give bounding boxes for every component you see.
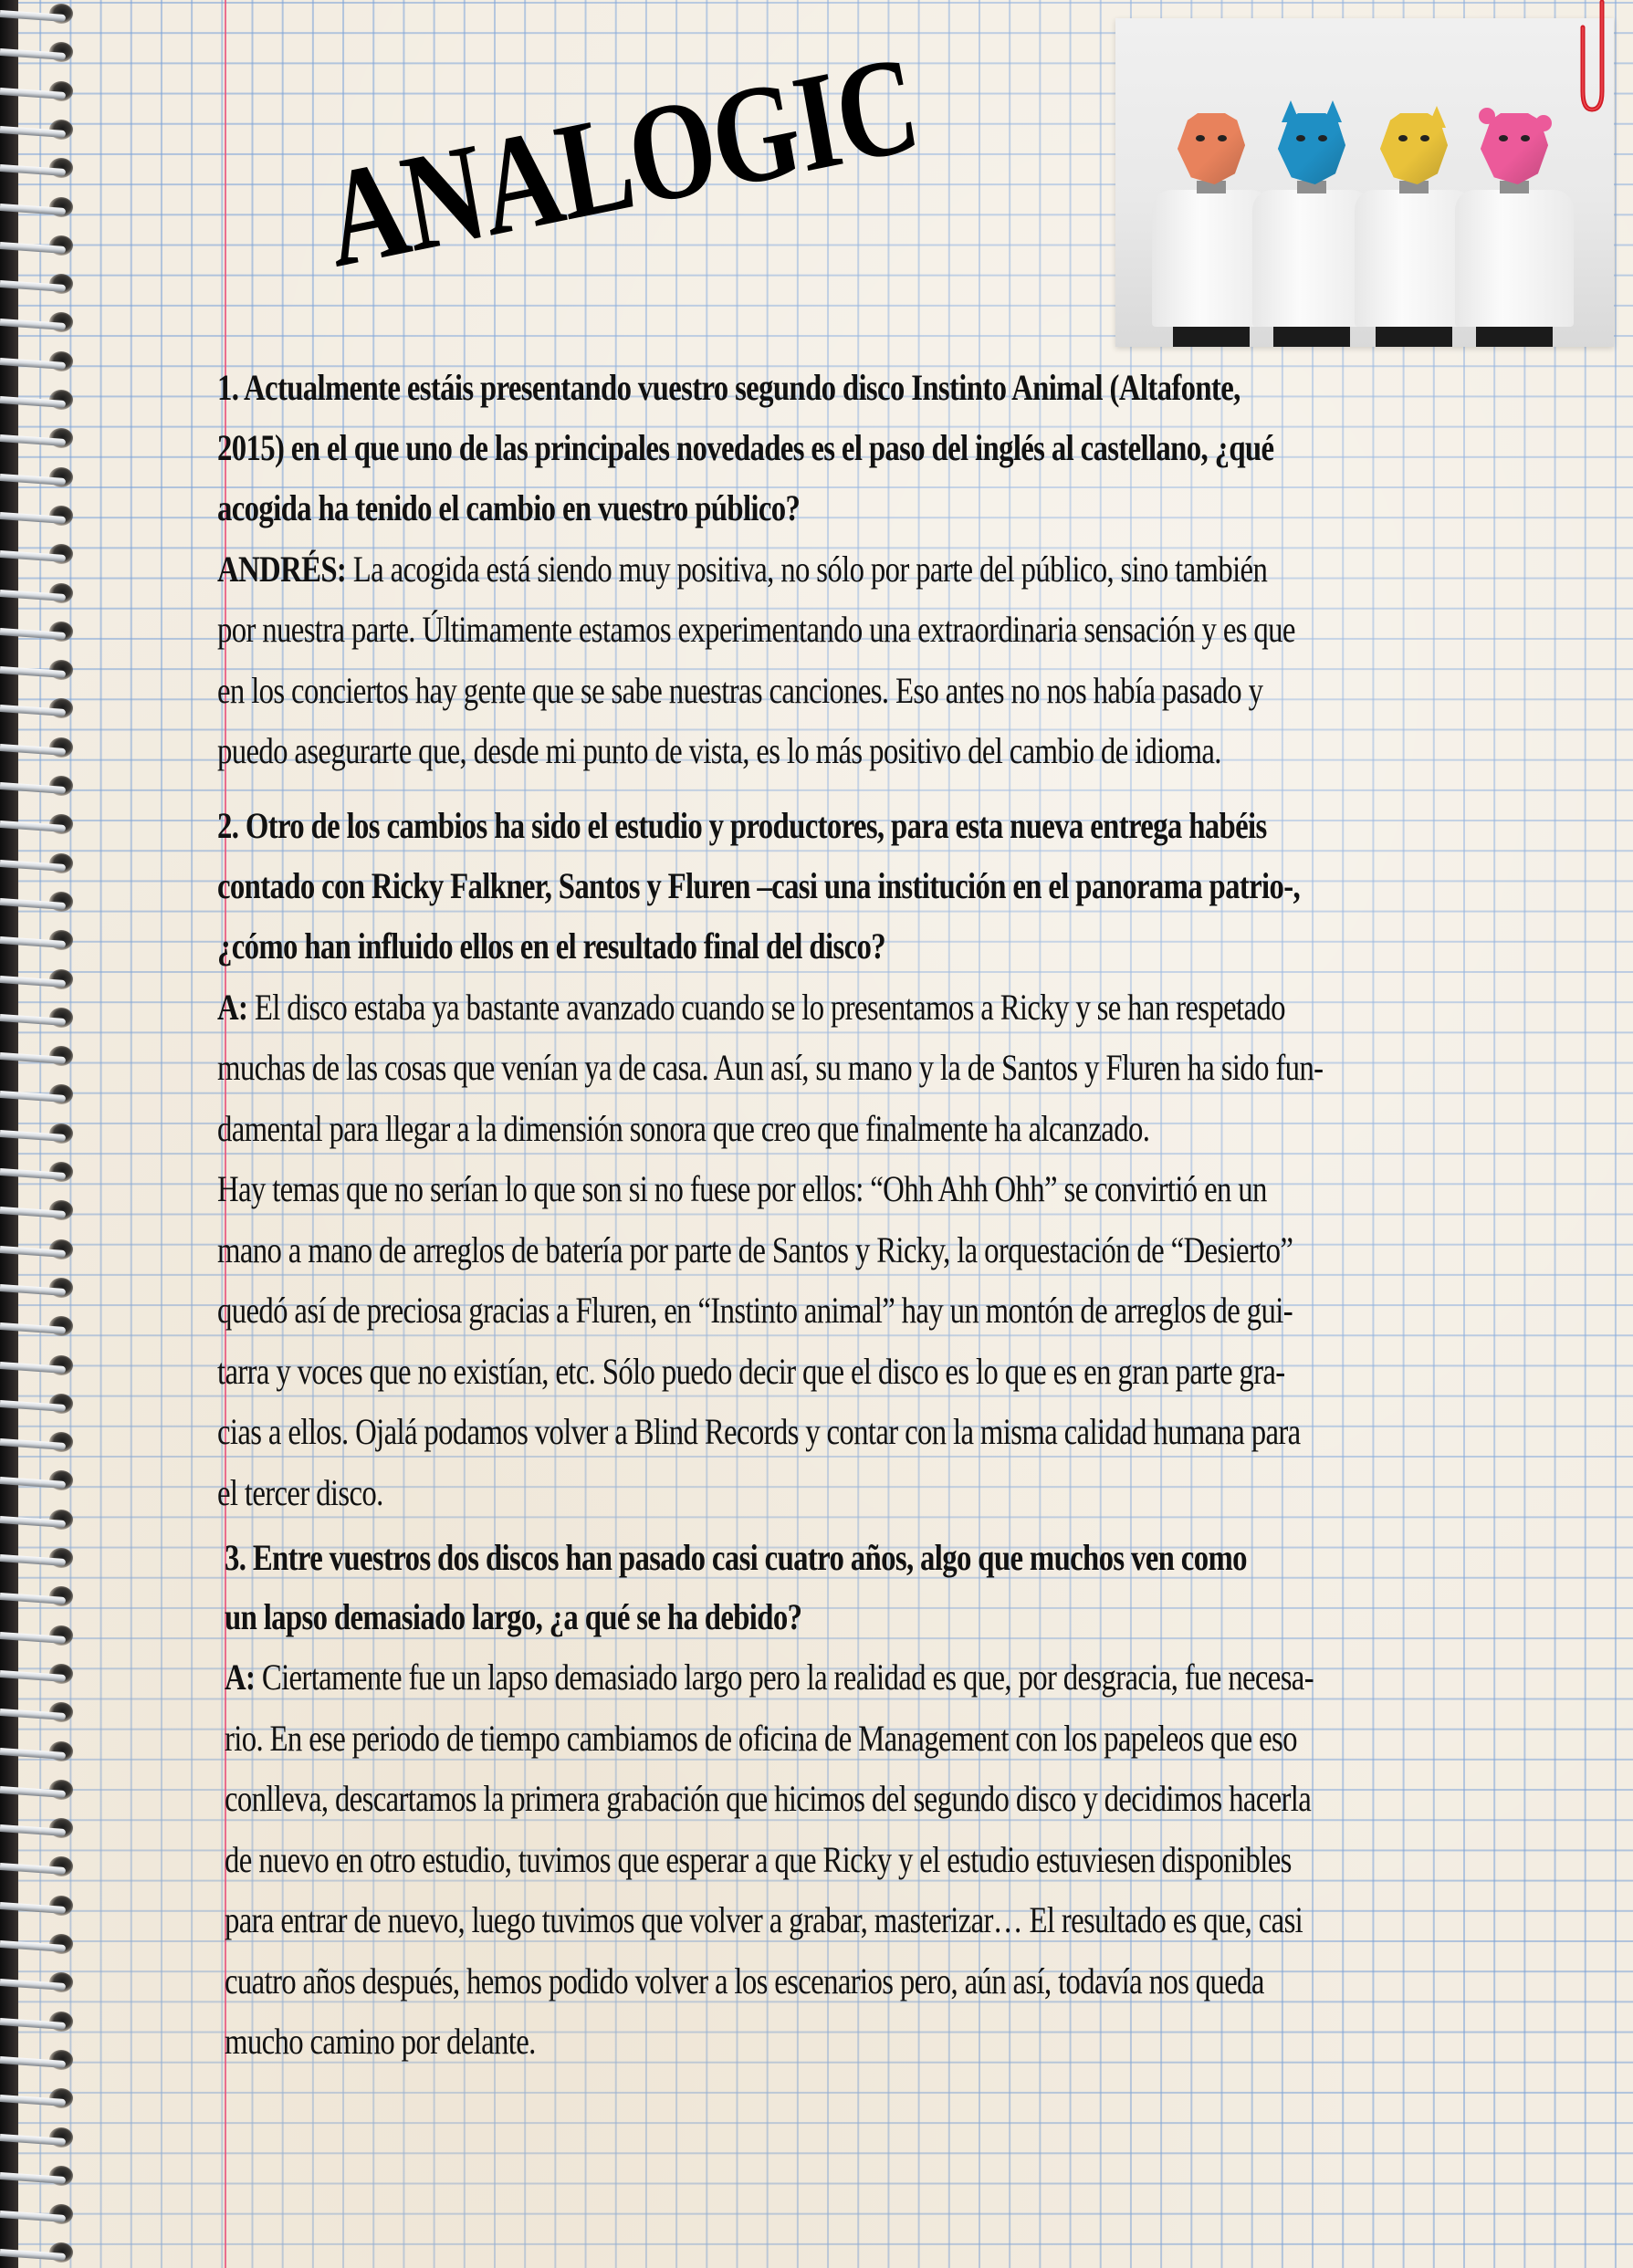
spiral-ring	[0, 1588, 75, 1606]
spiral-ring	[0, 1125, 75, 1144]
question-1-line: 1. Actualmente estáis presentando vuestro segundo disco Instinto Animal (Altafonte,	[217, 367, 1240, 408]
answer-1-text: La acogida está siendo muy positiva, no sólo por parte del público, sino también	[346, 549, 1268, 590]
spiral-ring	[0, 2244, 75, 2263]
spiral-ring	[0, 2013, 75, 2032]
answer-3-line: de nuevo en otro estudio, tuvimos que esperar a que Ricky y el estudio estuviesen disponibles	[225, 1839, 1292, 1880]
spiral-ring	[0, 1666, 75, 1684]
answer-2-line: Hay temas que no serían lo que son si no fuese por ellos: “Ohh Ahh Ohh” se convirtió en un	[217, 1168, 1267, 1209]
torso	[1455, 190, 1574, 327]
question-1-line: 2015) en el que uno de las principales novedades es el paso del inglés al castellano, ¿qué	[217, 427, 1274, 468]
spiral-ring	[0, 353, 75, 371]
spiral-ring	[0, 932, 75, 950]
answer-3-text: Ciertamente fue un lapso demasiado largo pero la realidad es que, por desgracia, fue necesa-	[255, 1657, 1314, 1698]
spiral-ring	[0, 1472, 75, 1490]
spiral-ring	[0, 971, 75, 989]
spiral-ring	[0, 314, 75, 332]
answer-2-line: el tercer disco.	[217, 1472, 383, 1513]
spiral-ring	[0, 2052, 75, 2070]
band-member-bear	[1455, 73, 1574, 347]
spiral-ring	[0, 1936, 75, 1954]
answer-3-line: rio. En ese periodo de tiempo cambiamos de oficina de Management con los papeleos que eso	[225, 1718, 1297, 1759]
spiral-ring	[0, 83, 75, 101]
question-2-line: ¿cómo han influido ellos en el resultado final del disco?	[217, 925, 885, 967]
answer-3-line: cuatro años después, hemos podido volver a los escenarios pero, aún así, todavía nos queda	[225, 1960, 1264, 2001]
answer-3-line: conlleva, descartamos la primera grabación que hicimos del segundo disco y decidimos hacerla	[225, 1778, 1312, 1819]
question-3-line: un lapso demasiado largo, ¿a qué se ha debido?	[225, 1596, 802, 1637]
spiral-ring	[0, 1357, 75, 1375]
spiral-ring	[0, 1434, 75, 1452]
speaker-label: A:	[217, 987, 248, 1028]
spiral-ring	[0, 1280, 75, 1298]
answer-3-line: mucho camino por delante.	[225, 2021, 536, 2062]
spiral-ring	[0, 160, 75, 178]
answer-1-line: por nuestra parte. Últimamente estamos experimentando una extraordinaria sensación y es que	[217, 609, 1295, 650]
question-2-line: contado con Ricky Falkner, Santos y Fluren –casi una institución en el panorama patrio-,	[217, 865, 1301, 906]
page-title: ANALOGIC	[314, 26, 928, 297]
spiral-ring	[0, 2206, 75, 2224]
spiral-ring	[0, 237, 75, 256]
answer-2-text: El disco estaba ya bastante avanzado cuando se lo presentamos a Ricky y se han respetado	[247, 987, 1285, 1028]
spiral-binding	[0, 0, 82, 2268]
legs	[1376, 325, 1451, 347]
spiral-ring	[0, 1086, 75, 1104]
spiral-ring	[0, 855, 75, 873]
spiral-ring	[0, 778, 75, 796]
answer-2-line: damental para llegar a la dimensión sonora que creo que finalmente ha alcanzado.	[217, 1108, 1150, 1149]
spiral-ring	[0, 623, 75, 642]
spiral-ring	[0, 816, 75, 834]
spiral-ring	[0, 276, 75, 294]
legs	[1173, 325, 1249, 347]
spiral-ring	[0, 662, 75, 680]
legs	[1476, 325, 1552, 347]
band-member-fox	[1252, 73, 1371, 347]
answer-3-line	[225, 1659, 1314, 1696]
spiral-ring	[0, 2129, 75, 2148]
speaker-label: ANDRÉS:	[217, 549, 347, 590]
spiral-ring	[0, 1511, 75, 1530]
spiral-ring	[0, 1897, 75, 1916]
question-2-line: 2. Otro de los cambios ha sido el estudio y productores, para esta nueva entrega habéis	[217, 805, 1267, 846]
bear-mask-icon	[1481, 113, 1548, 184]
spiral-ring	[0, 1395, 75, 1414]
spiral-ring	[0, 739, 75, 758]
band-photo	[1115, 18, 1614, 347]
spiral-ring	[0, 1627, 75, 1646]
answer-2-line: mano a mano de arreglos de batería por parte de Santos y Ricky, la orquestación de “Desierto”	[217, 1229, 1293, 1270]
spiral-ring	[0, 392, 75, 410]
spiral-ring	[0, 1009, 75, 1028]
spiral-ring	[0, 507, 75, 526]
spiral-ring	[0, 2168, 75, 2186]
answer-2-line: cias a ellos. Ojalá podamos volver a Blind Records y contar con la misma calidad humana para	[217, 1411, 1301, 1452]
answer-1-line: en los conciertos hay gente que se sabe nuestras canciones. Eso antes no nos había pasado y	[217, 670, 1263, 711]
question-3-line: 3. Entre vuestros dos discos han pasado casi cuatro años, algo que muchos ven como	[225, 1537, 1247, 1578]
spiral-ring	[0, 121, 75, 140]
spiral-ring	[0, 1550, 75, 1568]
answer-2-line: muchas de las cosas que venían ya de casa. Aun así, su mano y la de Santos y Fluren ha sido fun-	[217, 1047, 1324, 1088]
spiral-ring	[0, 1202, 75, 1220]
owl-mask-icon	[1380, 113, 1448, 184]
spiral-ring	[0, 546, 75, 564]
spiral-ring	[0, 585, 75, 603]
spiral-ring	[0, 1318, 75, 1336]
spiral-ring	[0, 1858, 75, 1876]
spiral-ring	[0, 1164, 75, 1182]
speaker-label: A:	[225, 1657, 256, 1698]
spiral-ring	[0, 430, 75, 448]
fox-mask-icon	[1278, 113, 1345, 184]
spiral-ring	[0, 44, 75, 62]
spiral-ring	[0, 469, 75, 487]
torso	[1252, 190, 1371, 327]
spiral-ring	[0, 1974, 75, 1992]
spiral-ring	[0, 894, 75, 912]
lion-mask-icon	[1178, 113, 1245, 184]
spiral-ring	[0, 1782, 75, 1800]
spiral-ring	[0, 1743, 75, 1761]
spiral-ring	[0, 2090, 75, 2108]
answer-2-line: tarra y voces que no existían, etc. Sólo puedo decir que el disco es lo que es en gran parte gra-	[217, 1351, 1285, 1392]
answer-1-line	[217, 551, 1267, 588]
answer-2-line: quedó así de preciosa gracias a Fluren, en “Instinto animal” hay un montón de arreglos de gui-	[217, 1290, 1293, 1331]
spiral-ring	[0, 199, 75, 217]
legs	[1273, 325, 1349, 347]
spiral-ring	[0, 1241, 75, 1259]
spiral-ring	[0, 1048, 75, 1066]
answer-2-line	[217, 989, 1285, 1026]
answer-3-line: para entrar de nuevo, luego tuvimos que volver a grabar, masterizar… El resultado es que, casi	[225, 1899, 1303, 1940]
question-1-line: acogida ha tenido el cambio en vuestro público?	[217, 487, 801, 528]
spiral-ring	[0, 5, 75, 24]
spiral-ring	[0, 1820, 75, 1838]
answer-1-line: puedo asegurarte que, desde mi punto de vista, es lo más positivo del cambio de idioma.	[217, 730, 1221, 771]
spiral-ring	[0, 700, 75, 718]
spiral-ring	[0, 1704, 75, 1722]
paperclip-icon	[1577, 0, 1608, 114]
